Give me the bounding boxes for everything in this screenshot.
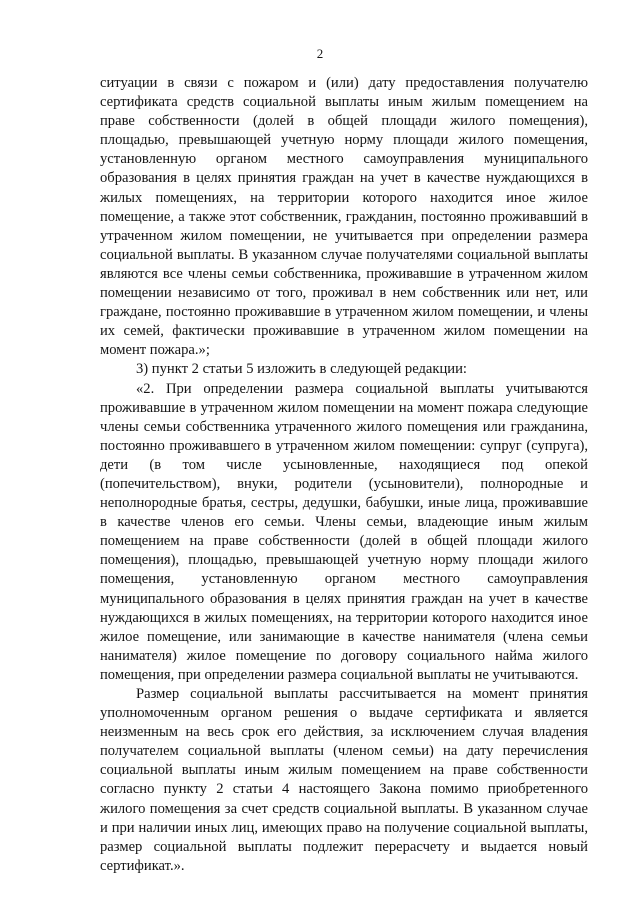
paragraph-clause-2: «2. При определении размера социальной выплаты учитываются проживавшие в утраченном жилом помещении на момент пожара следующие члены семьи собственника утраченного жилого помещения или гражданина, постоянно проживавшего в утраченном жилом помещении: супруг (супруга), дети (в том числе усыновленные, находящиеся под опекой (попечительством), внуки, родители (усыновители), полнородные и неполнородные братья, сестры, дедушки, бабушки, иные лица, проживавшие в качестве членов его семьи. Члены семьи, владеющие иным жилым помещением на праве собственности (долей в общей площади жилого помещения), площадью, превышающей учетную норму площади жилого помещения, установленную органом местного самоуправления муниципального образования в целях принятия граждан на учет в качестве нуждающихся в жилых помещениях, на территории которого находится иное жилое помещение, или занимающие в качестве нанимателя (члена семьи нанимателя) жилое помещение по договору социального найма жилого помещения, при определении размера социальной выплаты не учитываются. [100, 380, 588, 683]
paragraph-payment-size: Размер социальной выплаты рассчитывается на момент принятия уполномоченным органом решения о выдаче сертификата и является неизменным на весь срок его действия, за исключением случая владения получателем социальной выплаты (членом семьи) на дату перечисления социальной выплаты иным жилым помещением на праве собственности согласно пункту 2 статьи 4 настоящего Закона помимо приобретенного жилого помещения за счет средств социальной выплаты. В указанном случае и при наличии иных лиц, имеющих право на получение социальной выплаты, размер социальной выплаты подлежит перерасчету и выдается новый сертификат.». [100, 686, 588, 874]
paragraph-continuation: ситуации в связи с пожаром и (или) дату предоставления получателю сертификата средств социальной выплаты иным жилым помещением на праве собственности (долей в общей площади жилого помещения), площадью, превышающей учетную норму площади жилого помещения, установленную органом местного самоуправления муниципального образования в целях принятия граждан на учет в качестве нуждающихся в жилых помещениях, на территории которого находится иное жилое помещение, а также этот собственник, гражданин, постоянно проживавший в утраченном жилом помещении, не учитывается при определении размера социальной выплаты. В указанном случае получателями социальной выплаты являются все члены семьи собственника, проживавшие в утраченном жилом помещении независимо от того, проживал в нем собственник или нет, или граждане, постоянно проживавшие в утраченном жилом помещении, и члены их семей, фактически проживавшие в утраченном жилом помещении на момент пожара.»; [100, 75, 588, 359]
paragraph-amendment-item-3: 3) пункт 2 статьи 5 изложить в следующей редакции: [136, 361, 467, 378]
page-number: 2 [316, 46, 324, 61]
document-body [100, 74, 588, 876]
